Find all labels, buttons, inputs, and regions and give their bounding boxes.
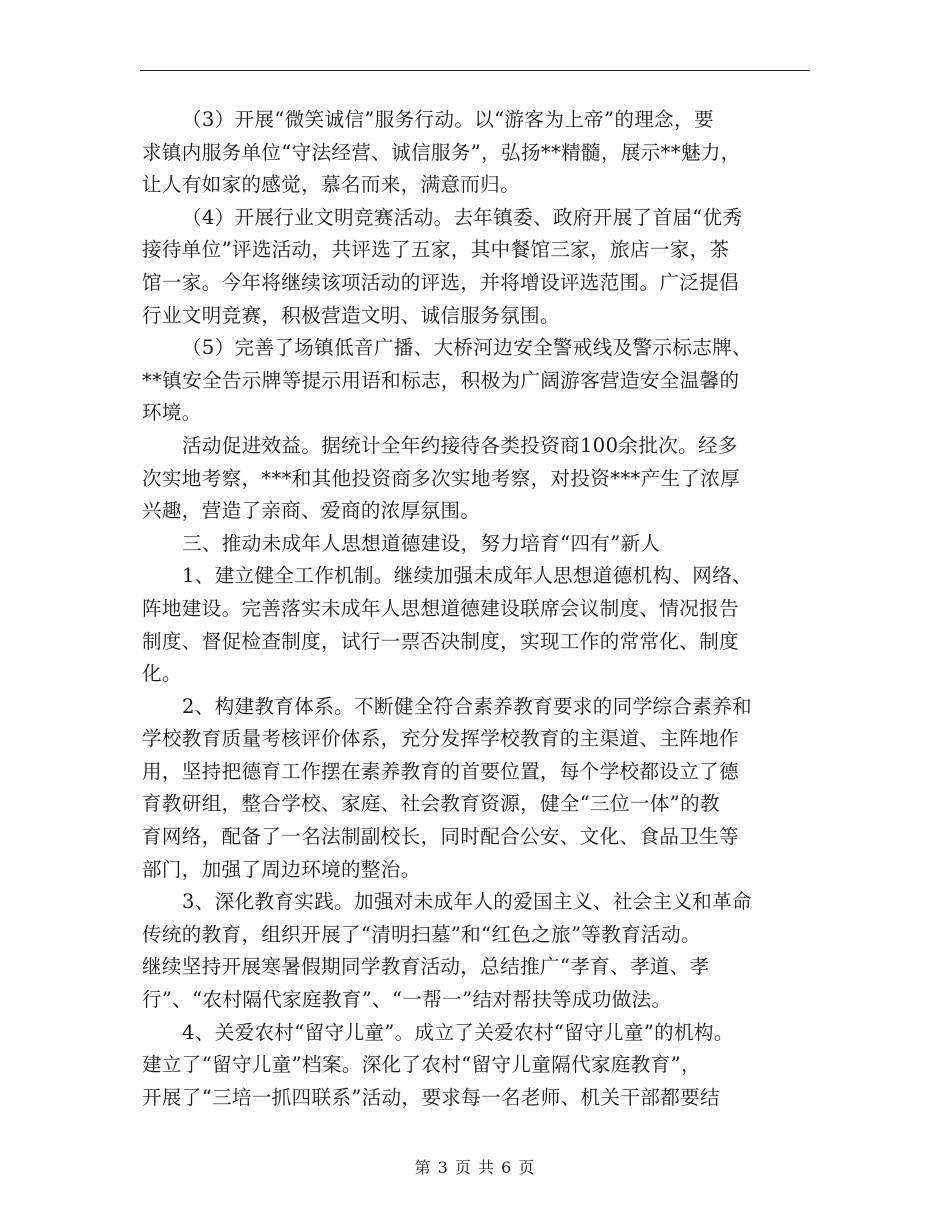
- text-line: 3、深化教育实践。加强对未成年人的爱国主义、社会主义和革命: [182, 890, 753, 914]
- text-line: 继续坚持开展寒暑假期同学教育活动，总结推广“孝育、孝道、孝: [142, 955, 710, 979]
- text-line: 次实地考察，***和其他投资商多次实地考察，对投资***产生了浓厚: [142, 466, 741, 490]
- text-line: 学校教育质量考核评价体系，充分发挥学校教育的主渠道、主阵地作: [142, 727, 740, 751]
- text-line: 建立了“留守儿童”档案。深化了农村“留守儿童隔代家庭教育”，: [142, 1053, 701, 1077]
- text-line: （3）开展“微笑诚信”服务行动。以“游客为上帝”的理念，要: [182, 108, 714, 131]
- text-line: 开展了“三培一抓四联系”活动，要求每一名老师、机关干部都要结: [142, 1085, 720, 1109]
- text-line: 4、关爱农村“留守儿童”。成立了关爱农村“留守儿童”的机构。: [182, 1020, 734, 1044]
- text-line: 制度、督促检查制度，试行一票否决制度，实现工作的常常化、制度: [142, 629, 740, 653]
- text-line: 接待单位”评选活动，共评选了五家，其中餐馆三家，旅店一家，茶: [142, 238, 730, 262]
- text-line: 育教研组，整合学校、家庭、社会教育资源，健全“三位一体”的教: [142, 792, 720, 816]
- document-body: [142, 104, 832, 1114]
- text-line: （4）开展行业文明竞赛活动。去年镇委、政府开展了首届“优秀: [182, 205, 743, 229]
- text-line: **镇安全告示牌等提示用语和标志，积极为广阔游客营造安全温馨的: [142, 368, 740, 392]
- text-line: 部门，加强了周边环境的整治。: [142, 857, 421, 881]
- header-rule: [140, 70, 810, 71]
- text-line: 用，坚持把德育工作摆在素养教育的首要位置，每个学校都设立了德: [142, 759, 740, 783]
- text-line: 阵地建设。完善落实未成年人思想道德建设联席会议制度、情况报告: [142, 596, 740, 620]
- text-line: 1、建立健全工作机制。继续加强未成年人思想道德机构、网络、: [182, 564, 753, 588]
- text-line: （5）完善了场镇低音广播、大桥河边安全警戒线及警示标志牌、: [182, 336, 753, 360]
- text-line: 行”、“农村隔代家庭教育”、“一帮一”结对帮扶等成功做法。: [142, 988, 672, 1012]
- text-line: 育网络，配备了一名法制副校长，同时配合公安、文化、食品卫生等: [142, 825, 740, 849]
- text-line: 活动促进效益。据统计全年约接待各类投资商100余批次。经多: [182, 433, 738, 457]
- page-number: 第 3 页 共 6 页: [414, 1158, 536, 1177]
- text-line: 馆一家。今年将继续该项活动的评选，并将增设评选范围。广泛提倡: [142, 270, 740, 294]
- text-line: 环境。: [142, 401, 202, 425]
- text-line: 让人有如家的感觉，慕名而来，满意而归。: [142, 173, 521, 197]
- text-line: 传统的教育，组织开展了“清明扫墓”和“红色之旅”等教育活动。: [142, 922, 701, 946]
- text-line: 三、推动未成年人思想道德建设，努力培育“四有”新人: [182, 531, 661, 555]
- text-line: 求镇内服务单位“守法经营、诚信服务”，弘扬**精髓，展示**魅力，: [142, 140, 741, 164]
- text-line: 兴趣，营造了亲商、爱商的浓厚氛围。: [142, 499, 481, 523]
- text-line: 化。: [142, 662, 182, 686]
- text-line: 行业文明竞赛，积极营造文明、诚信服务氛围。: [142, 303, 560, 327]
- text-line: 2、构建教育体系。不断健全符合素养教育要求的同学综合素养和: [182, 694, 753, 718]
